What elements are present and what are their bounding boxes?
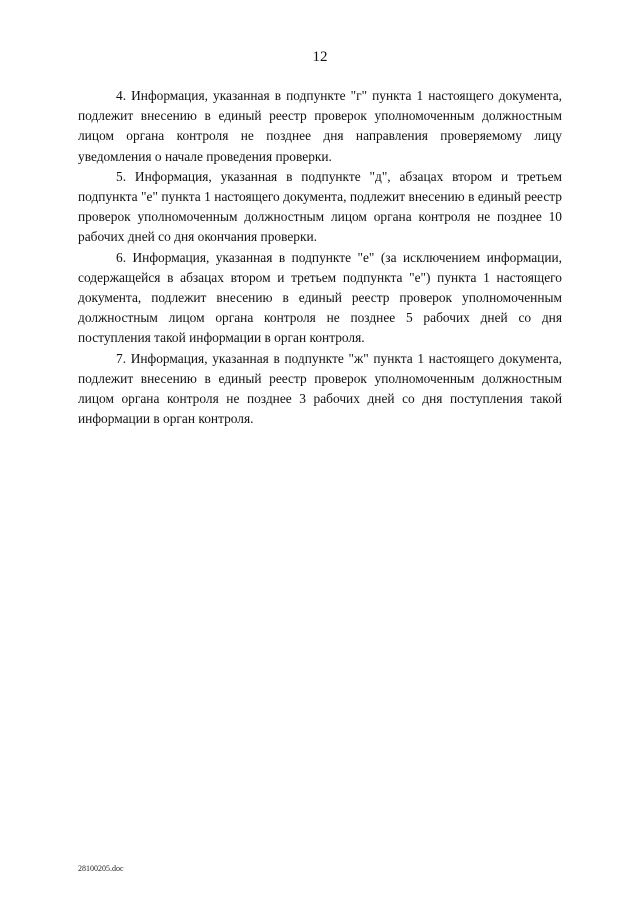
paragraph-4: 4. Информация, указанная в подпункте "г" пункта 1 настоящего документа, подлежит внесению в единый реестр проверок уполномоченным должностным лицом органа контроля не позднее дня направления проверяемому лицу уведомления о начале проведения проверки. xyxy=(78,88,562,164)
paragraph-6: 6. Информация, указанная в подпункте "е" (за исключением информации, содержащейся в абзацах втором и третьем подпункта "е") пункта 1 настоящего документа, подлежит внесению в единый реестр проверок уполномоченным должностным лицом органа контроля не позднее 5 рабочих дней со дня поступления такой информации в орган контроля. xyxy=(78,249,562,346)
paragraph-7: 7. Информация, указанная в подпункте "ж" пункта 1 настоящего документа, подлежит внесению в единый реестр проверок уполномоченным должностным лицом органа контроля не позднее 3 рабочих дней со дня поступления такой информации в орган контроля. xyxy=(78,350,562,427)
paragraph-5: 5. Информация, указанная в подпункте "д", абзацах втором и третьем подпункта "е" пункта 1 настоящего документа, подлежит внесению в единый реестр проверок уполномоченным должностным лицом органа контроля не позднее 10 рабочих дней со дня окончания проверки. xyxy=(78,168,562,245)
document-body xyxy=(78,86,562,429)
page-number: 12 xyxy=(312,49,328,65)
footer-file-code: 28100205.doc xyxy=(78,864,124,873)
